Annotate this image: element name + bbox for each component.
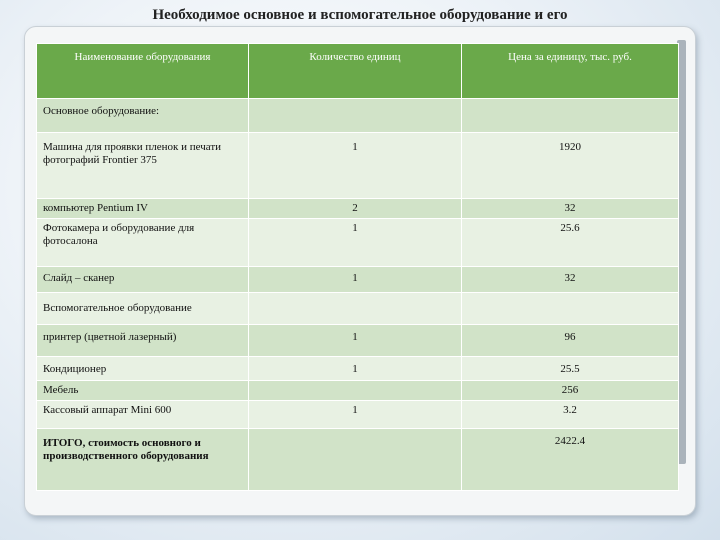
title-line-1: Необходимое основное и вспомогательное оборудование и его [152, 7, 568, 23]
header-quantity: Количество единиц [249, 44, 462, 99]
total-label: ИТОГО, стоимость основного и производственного оборудования [37, 429, 249, 491]
row-quantity [249, 293, 462, 325]
row-name: Кассовый аппарат Mini 600 [37, 401, 249, 429]
row-quantity: 1 [249, 267, 462, 293]
table-row [37, 293, 679, 325]
header-price: Цена за единицу, тыс. руб. [462, 44, 679, 99]
row-quantity: 2 [249, 199, 462, 219]
total-value: 2422.4 [462, 429, 679, 491]
table-row [37, 219, 679, 267]
row-price: 32 [462, 267, 679, 293]
row-name: Мебель [37, 381, 249, 401]
row-price: 25.6 [462, 219, 679, 267]
table-row [37, 357, 679, 381]
row-quantity [249, 99, 462, 133]
table-row [37, 381, 679, 401]
table-row [37, 267, 679, 293]
equipment-table [36, 43, 679, 491]
table-row [37, 133, 679, 199]
row-price: 256 [462, 381, 679, 401]
row-price: 3.2 [462, 401, 679, 429]
row-quantity: 1 [249, 219, 462, 267]
table-row [37, 199, 679, 219]
header-name: Наименование оборудования [37, 44, 249, 99]
row-price: 96 [462, 325, 679, 357]
row-price: 25.5 [462, 357, 679, 381]
row-price [462, 99, 679, 133]
row-quantity: 1 [249, 325, 462, 357]
row-name: компьютер Pentium IV [37, 199, 249, 219]
row-name: Слайд – сканер [37, 267, 249, 293]
table-row [37, 325, 679, 357]
row-name: Основное оборудование: [37, 99, 249, 133]
row-name: принтер (цветной лазерный) [37, 325, 249, 357]
table-header-row [37, 44, 679, 99]
row-quantity: 1 [249, 133, 462, 199]
table-row [37, 401, 679, 429]
row-price [462, 293, 679, 325]
row-name: Машина для проявки пленок и печати фотографий Frontier 375 [37, 133, 249, 199]
row-name: Кондиционер [37, 357, 249, 381]
row-name: Фотокамера и оборудование для фотосалона [37, 219, 249, 267]
row-quantity [249, 429, 462, 491]
row-quantity: 1 [249, 401, 462, 429]
row-price: 1920 [462, 133, 679, 199]
row-price: 32 [462, 199, 679, 219]
row-name: Вспомогательное оборудование [37, 293, 249, 325]
table-row [37, 99, 679, 133]
row-quantity: 1 [249, 357, 462, 381]
row-quantity [249, 381, 462, 401]
table-row [37, 429, 679, 491]
